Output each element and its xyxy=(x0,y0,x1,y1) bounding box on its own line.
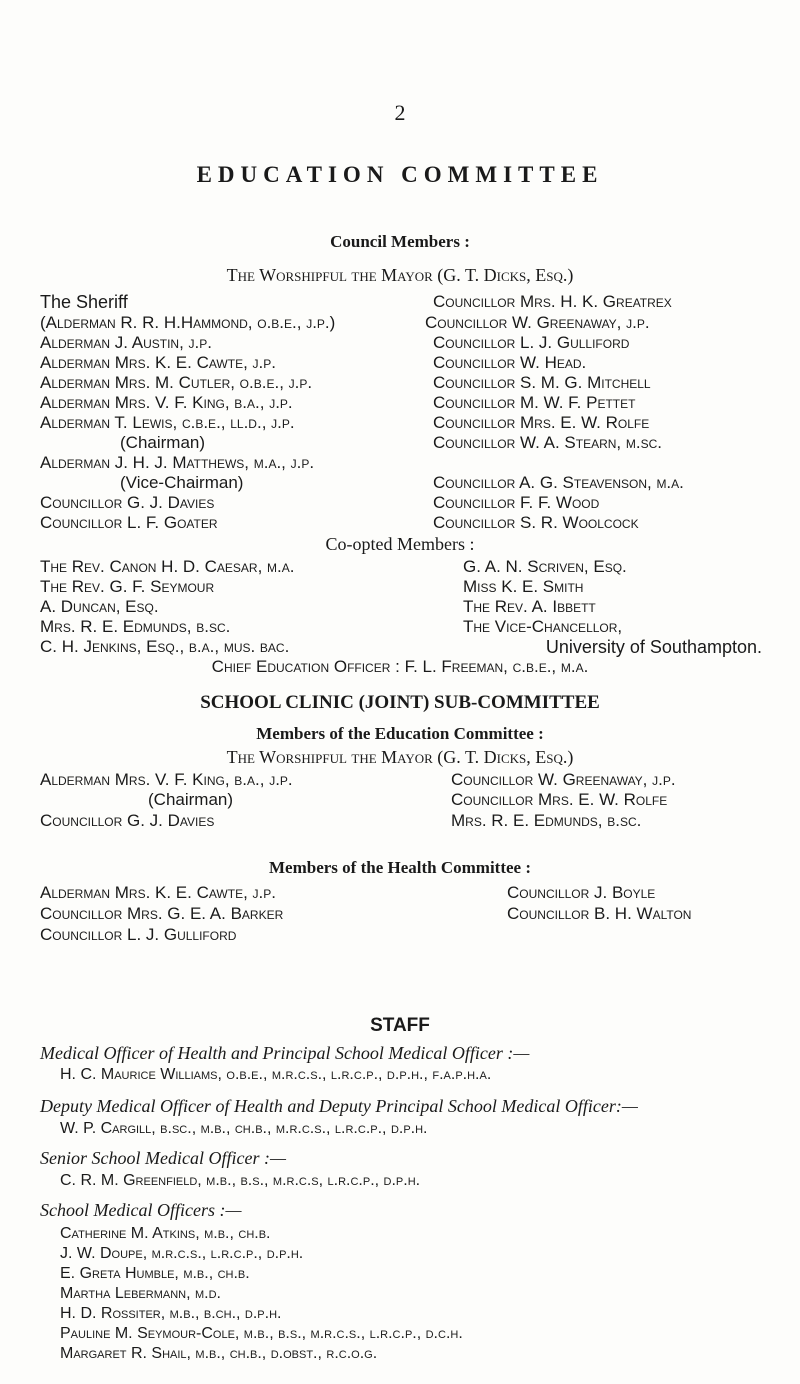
council-right-4: Councillor S. M. G. Mitchell xyxy=(433,373,651,392)
clinic-left-2: Councillor G. J. Davies xyxy=(40,811,215,830)
staff-name: W. P. Cargill, b.sc., m.b., ch.b., m.r.c.s., l.r.c.p., d.p.h. xyxy=(60,1120,428,1137)
staff-name: H. D. Rossiter, m.b., b.ch., d.p.h. xyxy=(60,1305,282,1322)
council-right-9: Councillor F. F. Wood xyxy=(433,493,600,512)
council-left-9: (Vice-Chairman) xyxy=(120,473,244,492)
council-right-2: Councillor L. J. Gulliford xyxy=(433,333,630,352)
health-left-0: Alderman Mrs. K. E. Cawte, j.p. xyxy=(40,883,276,902)
page-title: EDUCATION COMMITTEE xyxy=(196,162,604,187)
staff-role-0: Medical Officer of Health and Principal School Medical Officer :— xyxy=(40,1043,530,1063)
staff-name: J. W. Doupe, m.r.c.s., l.r.c.p., d.p.h. xyxy=(60,1245,304,1262)
council-left-10: Councillor G. J. Davies xyxy=(40,493,215,512)
council-left-0: The Sheriff xyxy=(40,292,128,312)
health-left-2: Councillor L. J. Gulliford xyxy=(40,925,237,944)
health-members-heading: Members of the Health Committee : xyxy=(269,858,531,877)
coopted-left-1: The Rev. G. F. Seymour xyxy=(40,577,215,596)
coopted-right-3: The Vice-Chancellor, xyxy=(463,617,623,636)
coopted-right-4: University of Southampton. xyxy=(545,637,762,657)
council-left-3: Alderman Mrs. K. E. Cawte, j.p. xyxy=(40,353,276,372)
staff-name: E. Greta Humble, m.b., ch.b. xyxy=(60,1265,250,1282)
clinic-left-1: (Chairman) xyxy=(148,790,234,809)
council-left-7: (Chairman) xyxy=(120,433,206,452)
coopted-left-4: C. H. Jenkins, Esq., b.a., mus. bac. xyxy=(40,637,290,656)
council-left-8: Alderman J. H. J. Matthews, m.a., j.p. xyxy=(40,453,315,472)
staff-role-1: Deputy Medical Officer of Health and Deputy Principal School Medical Officer:— xyxy=(40,1096,638,1116)
staff-name: Margaret R. Shail, m.b., ch.b., d.obst., r.c.o.g. xyxy=(60,1345,378,1362)
staff-heading: STAFF xyxy=(370,1015,430,1036)
staff-name: Catherine M. Atkins, m.b., ch.b. xyxy=(60,1225,271,1242)
council-left-11: Councillor L. F. Goater xyxy=(40,513,218,532)
staff-role-2: Senior School Medical Officer :— xyxy=(40,1148,286,1168)
coopted-right-0: G. A. N. Scriven, Esq. xyxy=(463,557,627,576)
clinic-left-0: Alderman Mrs. V. F. King, b.a., j.p. xyxy=(40,770,293,789)
council-left-5: Alderman Mrs. V. F. King, b.a., j.p. xyxy=(40,393,293,412)
page-number: 2 xyxy=(394,100,406,125)
council-right-3: Councillor W. Head. xyxy=(433,353,587,372)
chief-education-officer: Chief Education Officer : F. L. Freeman, c.b.e., m.a. xyxy=(211,657,589,676)
council-right-10: Councillor S. R. Woolcock xyxy=(433,513,639,532)
council-right-7: Councillor W. A. Stearn, m.sc. xyxy=(433,433,662,452)
council-left-1: (Alderman R. R. H.Hammond, o.b.e., j.p.) xyxy=(40,313,336,332)
clinic-right-2: Mrs. R. E. Edmunds, b.sc. xyxy=(451,811,642,830)
clinic-mayor-line: The Worshipful the Mayor (G. T. Dicks, Esq.) xyxy=(226,747,574,767)
coopted-left-3: Mrs. R. E. Edmunds, b.sc. xyxy=(40,617,231,636)
coopted-left-2: A. Duncan, Esq. xyxy=(40,597,159,616)
education-members-heading: Members of the Education Committee : xyxy=(256,724,544,743)
council-right-0: Councillor Mrs. H. K. Greatrex xyxy=(433,292,672,311)
health-left-1: Councillor Mrs. G. E. A. Barker xyxy=(40,904,284,923)
staff-name: C. R. M. Greenfield, m.b., b.s., m.r.c.s, l.r.c.p., d.p.h. xyxy=(60,1172,421,1189)
staff-name: Martha Lebermann, m.d. xyxy=(60,1285,221,1302)
clinic-subcommittee-title: SCHOOL CLINIC (JOINT) SUB-COMMITTEE xyxy=(200,692,600,713)
health-right-1: Councillor B. H. Walton xyxy=(507,904,692,923)
coopted-right-2: The Rev. A. Ibbett xyxy=(463,597,596,616)
council-left-2: Alderman J. Austin, j.p. xyxy=(40,333,212,352)
mayor-line: The Worshipful the Mayor (G. T. Dicks, Esq.) xyxy=(226,265,574,285)
staff-name: Pauline M. Seymour-Cole, m.b., b.s., m.r.c.s., l.r.c.p., d.c.h. xyxy=(60,1325,463,1342)
coopted-heading: Co-opted Members : xyxy=(325,534,475,554)
council-left-6: Alderman T. Lewis, c.b.e., ll.d., j.p. xyxy=(40,413,295,432)
council-right-5: Councillor M. W. F. Pettet xyxy=(433,393,636,412)
council-members-heading: Council Members : xyxy=(330,232,470,251)
coopted-left-0: The Rev. Canon H. D. Caesar, m.a. xyxy=(40,557,295,576)
council-right-8: Councillor A. G. Steavenson, m.a. xyxy=(433,473,684,492)
staff-role-3: School Medical Officers :— xyxy=(40,1200,242,1220)
council-right-6: Councillor Mrs. E. W. Rolfe xyxy=(433,413,650,432)
council-left-4: Alderman Mrs. M. Cutler, o.b.e., j.p. xyxy=(40,373,313,392)
health-right-0: Councillor J. Boyle xyxy=(507,883,656,902)
staff-name: H. C. Maurice Williams, o.b.e., m.r.c.s., l.r.c.p., d.p.h., f.a.p.h.a. xyxy=(60,1066,492,1083)
clinic-right-0: Councillor W. Greenaway, j.p. xyxy=(451,770,676,789)
clinic-right-1: Councillor Mrs. E. W. Rolfe xyxy=(451,790,668,809)
council-right-1: Councillor W. Greenaway, j.p. xyxy=(425,313,650,332)
coopted-right-1: Miss K. E. Smith xyxy=(463,577,584,596)
